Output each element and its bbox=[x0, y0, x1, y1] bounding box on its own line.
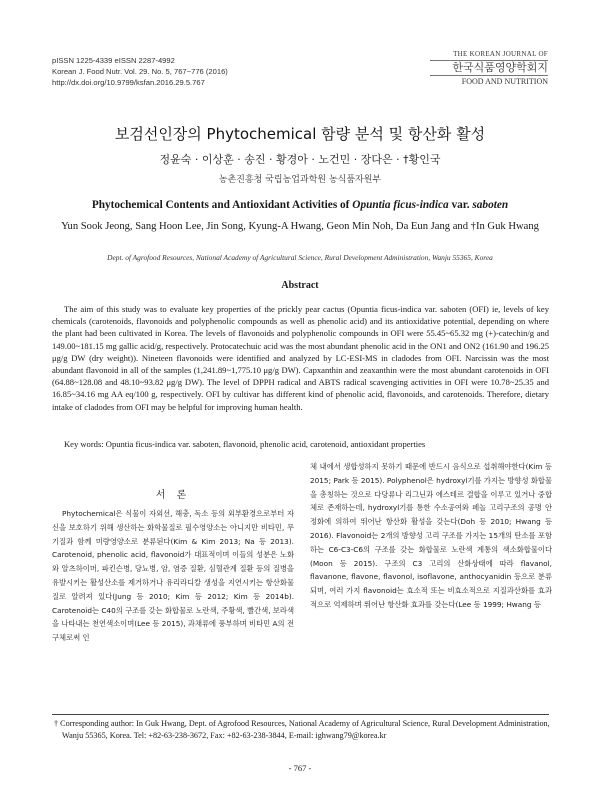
authors-english: Yun Sook Jeong, Sang Hoon Lee, Jin Song, Kyung-A Hwang, Geon Min Noh, Da Eun Jang and †In Guk Hwang bbox=[61, 221, 539, 232]
body-left-column: Phytochemical은 식물이 자외선, 해충, 독소 등의 외부환경으로부터 자신을 보호하기 위해 생산하는 화학물질로 필수영양소는 아니지만 비타민, 무기질과 함께 미량영양소로 분류된다(Kim & Kim 2013; Na 등 2013). Carotenoid, phenolic acid, flavonoid가 대표적이며 이들의 성분은 노화와 알츠하이머, 파킨슨병, 당뇨병, 암, 염증 질환, 심혈관계 질환 등의 질병을 유발시키는 활성산소를 제거하거나 유리라디칼 생성을 지연시키는 항산화물질로 알려져 있다(Jung 등 2010; Kim 등 2012; Kim 등 2014b). Carotenoid는 C40의 구조를 갖는 화합물로 노란색, 주황색, 빨간색, 보라색을 나타내는 천연색소이며(Lee 등 2015), 과채류에 풍부하며 비타민 A의 전구체로써 인 bbox=[52, 509, 294, 643]
doi-line[interactable]: http://dx.doi.org/10.9799/ksfan.2016.29.5.767 bbox=[52, 78, 205, 87]
journal-logo bbox=[430, 50, 548, 86]
issn-line: pISSN 1225-4339 eISSN 2287-4992 bbox=[52, 56, 175, 65]
affiliation-korean: 농촌진흥청 국립농업과학원 농식품자원부 bbox=[218, 175, 382, 185]
keywords: Key words: Opuntia ficus-indica var. saboten, flavonoid, phenolic acid, carotenoid, antioxidant properties bbox=[64, 439, 426, 449]
title-korean: 보검선인장의 Phytochemical 함량 분석 및 항산화 활성 bbox=[114, 125, 486, 143]
title-english bbox=[0, 199, 600, 211]
journal-name-en-bottom: FOOD AND NUTRITION bbox=[430, 75, 548, 86]
affiliation-english: Dept. of Agrofood Resources, National Academy of Agricultural Science, Rural Development Administration, Wanju 55365, Korea bbox=[107, 253, 493, 262]
title-en-var: var. bbox=[448, 199, 473, 211]
title-en-species: Opuntia ficus-indica bbox=[352, 199, 449, 211]
authors-korean: 정윤숙 · 이상훈 · 송진 · 황경아 · 노건민 · 장다은 · †황인국 bbox=[159, 153, 441, 166]
abstract-body: The aim of this study was to evaluate key properties of the prickly pear cactus (Opuntia ficus-indica var. saboten (OFI) ie, levels of key chemicals (carotenoids, flavonoids and polyphenolic compounds as well as phenolic acid) and its antioxidative potential, depending on where the plant had been cultivated in Korea. The levels of flavonoids and polyphenolic compounds in OFI were 55.45~65.32 mg (+)-catechin/g and 149.00~181.15 mg gallic acid/g, respectively. Protocatechuic acid was the most abundant phenolic acid in the ON1 and ON2 (161.90 and 196.25 μg/g DW (dry weight)). Nineteen flavonoids were identified and analyzed by LC-ESI-MS in cladodes from OFI. Narcissin was the most abundant flavonoid in all of the samples (1,241.89~1,775.10 μg/g DW). Capxanthin and zeaxanthin were the most abundant carotenoids in OFI (64.88~128.08 and 48.10~93.82 μg/g DW). The level of DPPH radical and ABTS radical scavenging activities in OFI were 10.78~25.35 and 16.85~34.16 mg AA eq/100 g, respectively. OFI by cultivar has different kind of phenolic acid, flavonoids, and carotenoids. Therefore, dietary intake of cladodes from OFI may be helpful for improving human health. bbox=[52, 304, 549, 412]
page-number: - 767 - bbox=[288, 763, 312, 773]
citation-block bbox=[52, 55, 228, 88]
corresponding-author-footnote: † Corresponding author: In Guk Hwang, Dept. of Agrofood Resources, National Academy of Agricultural Science, Rural Development Administration, Wanju 55365, Korea. Tel: +82-63-238-3672, Fax: +82-63-238-3844, E-mail: ighwang79@korea.kr bbox=[54, 719, 550, 740]
abstract-heading: Abstract bbox=[281, 280, 319, 291]
journal-name-ko: 한국식품영양학회지 bbox=[452, 61, 548, 74]
citation-line: Korean J. Food Nutr. Vol. 29. No. 5, 767~776 (2016) bbox=[52, 67, 228, 76]
title-en-plain: Phytochemical Contents and Antioxidant Activities of bbox=[91, 199, 353, 211]
section-heading-introduction: 서 론 bbox=[155, 490, 191, 501]
journal-name-en-top: THE KOREAN JOURNAL OF bbox=[430, 50, 548, 61]
footnote-divider bbox=[52, 714, 549, 715]
title-en-cultivar: saboten bbox=[472, 199, 509, 211]
body-right-column: 체 내에서 생합성하지 못하기 때문에 반드시 음식으로 섭취해야한다(Kim 등 2015; Park 등 2015). Polyphenol은 hydroxyl기를 가지는 방향성 화합물을 총칭하는 것으로 다당류나 리그닌과 에스테르 결합을 이루고 있거나 중합체로 존재하는데, hydroxyl기를 통한 수소공여와 페놀 고리구조의 공명 안정화에 의하여 뛰어난 항산화 활성을 갖는다(Doh 등 2010; Hwang 등 2016). Flavonoid는 2개의 방향성 고리 구조를 가지는 15개의 탄소를 포함하는 C6-C3-C6의 구조를 갖는 화합물로 노란색 계통의 색소화합물이다(Moon 등 2015). 구조의 C3 고리의 산화상태에 따라 flavanol, flavanone, flavone, flavonol, isoflavone, anthocyanidin 등으로 분류되며, 여러 가지 flavonoid는 효소적 또는 비효소적으로 지질과산화를 효과적으로 억제하며 뛰어난 항산화 효과를 갖는다(Lee 등 1999; Hwang 등 bbox=[310, 462, 552, 609]
